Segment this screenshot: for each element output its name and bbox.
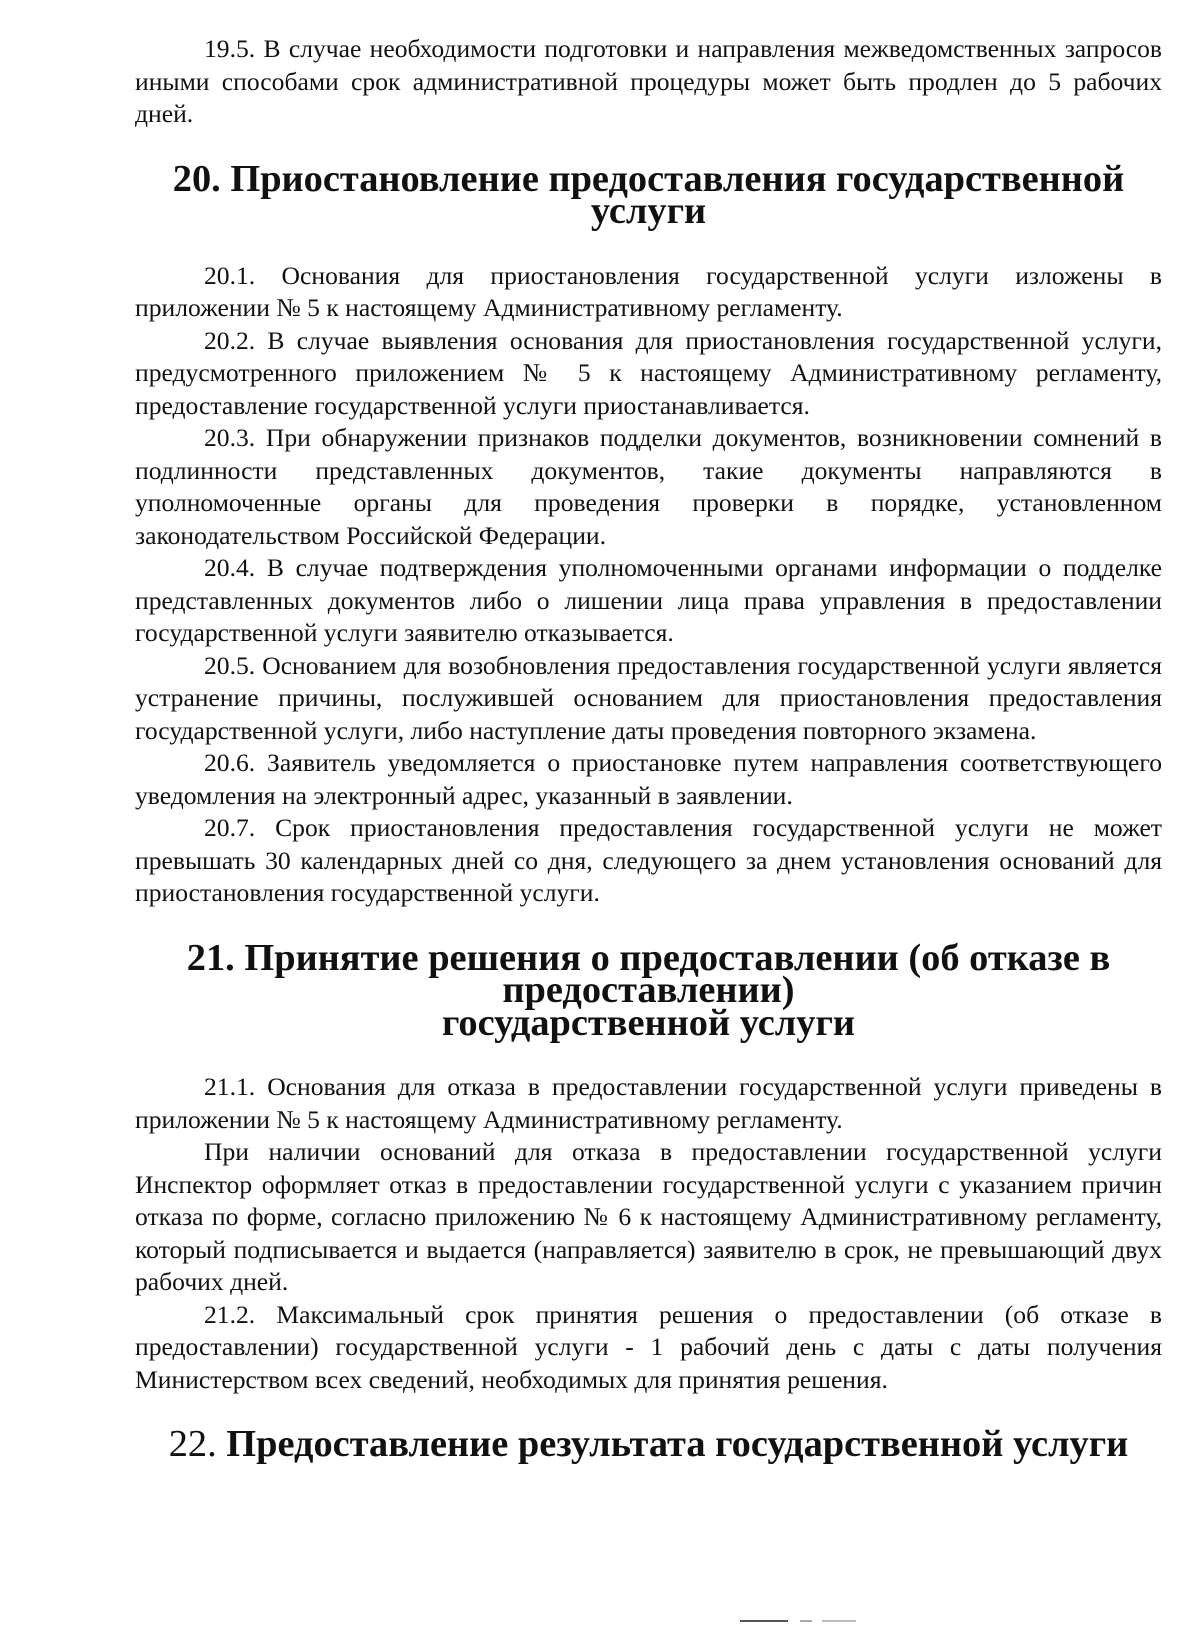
- section-21-heading-line2: государственной услуги: [441, 1001, 856, 1044]
- paragraph-21-1-refusal: При наличии оснований для отказа в предоставлении государственной услуги Инспектор оформляет отказ в предоставлении государственной услуги с указанием причин отказа по форме, согласно приложению № 6 к настоящему Административному регламенту, который подписывается и выдается (направляется) заявителю в срок, не превышающий двух рабочих дней.: [135, 1137, 1162, 1296]
- section-20-heading: 20. Приостановление предоставления государственной услуги: [172, 157, 1125, 232]
- paragraph-20-7: 20.7. Срок приостановления предоставления государственной услуги не может превышать 30 календарных дней со дня, следующего за днем установления оснований для приостановления государственной услуги.: [135, 813, 1162, 907]
- paragraph-20-3: 20.3. При обнаружении признаков подделки документов, возникновении сомнений в подлинности представленных документов, такие документы направляются в уполномоченные органы для проведения проверки в порядке, установленном законодательством Российской Федерации.: [135, 423, 1162, 550]
- section-22-heading: [135, 1423, 1162, 1465]
- scan-artifact: [800, 1620, 812, 1622]
- document-page: [135, 33, 1162, 1465]
- section-21-heading: [135, 936, 1162, 1044]
- scan-artifact: [740, 1620, 788, 1622]
- scan-artifact: [822, 1620, 856, 1622]
- section-22-title: Предоставление результата государственной услуги: [226, 1423, 1129, 1465]
- section-22-number: 22.: [168, 1423, 217, 1465]
- paragraph-20-1: 20.1. Основания для приостановления государственной услуги изложены в приложении № 5 к настоящему Административному регламенту.: [135, 260, 1162, 322]
- paragraph-20-6: 20.6. Заявитель уведомляется о приостановке путем направления соответствующего уведомления на электронный адрес, указанный в заявлении.: [135, 748, 1162, 810]
- paragraph-21-1: 21.1. Основания для отказа в предоставлении государственной услуги приведены в приложении № 5 к настоящему Административному регламенту.: [135, 1072, 1162, 1134]
- paragraph-20-5: 20.5. Основанием для возобновления предоставления государственной услуги является устранение причины, послужившей основанием для приостановления предоставления государственной услуги, либо наступление даты проведения повторного экзамена.: [135, 650, 1162, 745]
- paragraph-20-2: 20.2. В случае выявления основания для приостановления государственной услуги, предусмотренного приложением № 5 к настоящему Административному регламенту, предоставление государственной услуги приостанавливается.: [135, 325, 1162, 420]
- paragraph-19-5: 19.5. В случае необходимости подготовки и направления межведомственных запросов иными способами срок административной процедуры может быть продлен до 5 рабочих дней.: [135, 34, 1162, 128]
- paragraph-20-4: 20.4. В случае подтверждения уполномоченными органами информации о подделке представленных документов либо о лишении лица права управления в предоставлении государственной услуги заявителю отказывается.: [135, 553, 1162, 647]
- paragraph-21-2: 21.2. Максимальный срок принятия решения о предоставлении (об отказе в предоставлении) государственной услуги - 1 рабочий день с даты с даты получения Министерством всех сведений, необходимых для принятия решения.: [135, 1299, 1162, 1394]
- section-21-heading-line1: 21. Принятие решения о предоставлении (об отказе в предоставлении): [186, 936, 1111, 1011]
